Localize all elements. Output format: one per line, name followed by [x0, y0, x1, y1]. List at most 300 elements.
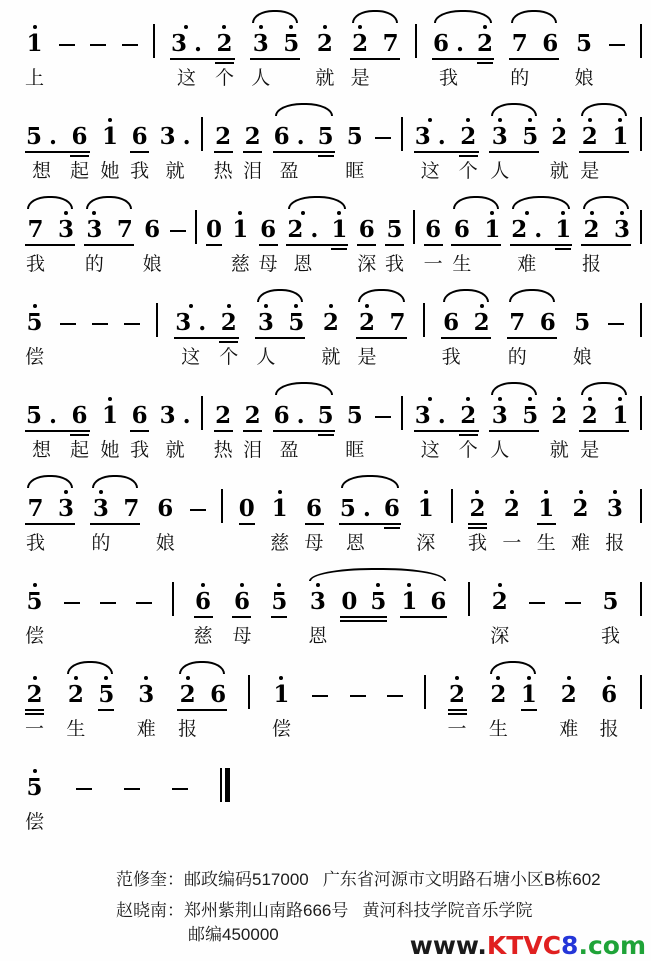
octave-dot — [74, 676, 78, 680]
note — [25, 580, 44, 649]
underline-zone — [274, 150, 305, 160]
underline-zone — [318, 429, 334, 439]
note — [555, 208, 571, 277]
octave-dot — [329, 304, 333, 308]
note — [251, 22, 270, 91]
lyric-char: 就 — [315, 68, 335, 89]
note — [614, 208, 630, 277]
bar-line — [640, 396, 642, 430]
lyric-char: 人 — [256, 347, 276, 368]
note — [215, 22, 234, 91]
note-digit: 2 — [490, 681, 507, 708]
underline — [331, 248, 347, 250]
note — [510, 22, 529, 91]
duration-dash — [124, 766, 140, 790]
note — [401, 580, 417, 649]
note — [430, 580, 446, 649]
underline-zone — [484, 243, 500, 253]
lyric-char: 生 — [536, 533, 556, 554]
underline-zone — [490, 150, 509, 160]
underline-zone — [605, 522, 624, 532]
lyric-char: 我 — [130, 161, 150, 182]
underline-zone — [215, 57, 234, 67]
note-digit: 1 — [612, 123, 629, 150]
duration-dash — [387, 673, 403, 697]
duration-dash — [350, 673, 366, 697]
note — [272, 673, 291, 742]
underline-zone — [231, 243, 250, 253]
underline-zone — [430, 615, 446, 625]
lyric-char — [548, 67, 553, 91]
underline-zone — [137, 708, 156, 718]
note — [231, 208, 250, 277]
note-group — [350, 22, 400, 91]
underline-zone — [25, 336, 44, 346]
underline-zone — [274, 429, 305, 439]
note — [490, 580, 509, 649]
duration-dash — [608, 301, 624, 325]
note-digit: 2 — [220, 309, 237, 336]
lyric-char: 母 — [304, 533, 324, 554]
octave-dot — [201, 583, 205, 587]
duration-dash — [92, 301, 108, 325]
augmentation-dot: . — [534, 216, 543, 243]
lyric-char: 慈 — [230, 254, 250, 275]
note-digit: 1 — [555, 216, 572, 243]
lyric-char — [347, 625, 352, 649]
barline — [172, 580, 174, 616]
lyric-char: 我 — [441, 347, 461, 368]
underline-zone — [25, 615, 44, 625]
underline-zone — [340, 522, 371, 532]
note-digit: 3 — [86, 216, 103, 243]
note — [340, 487, 371, 556]
note-digit: 5 — [522, 402, 539, 429]
note-digit: 6 — [233, 588, 250, 615]
lyric-char: 这 — [420, 161, 440, 182]
note — [210, 673, 226, 742]
note-group — [84, 208, 134, 277]
barline — [468, 580, 470, 616]
logo-segment: 8 — [561, 931, 579, 960]
octave-dot — [557, 397, 561, 401]
credit-line-1: 范修奎：邮政编码517000 广东省河源市文明路石塘小区B栋602 — [116, 870, 601, 889]
octave-dot — [528, 118, 532, 122]
note — [522, 394, 538, 463]
lyric-char: 眶 — [345, 440, 365, 461]
underline-zone — [433, 57, 464, 67]
note-group — [510, 208, 572, 277]
note — [70, 115, 89, 184]
note-digit: 3 . — [159, 402, 191, 429]
note — [550, 394, 569, 463]
note-digit: 6 — [443, 309, 460, 336]
augmentation-dot: . — [437, 123, 446, 150]
note-digit: 5 — [26, 588, 43, 615]
note — [600, 673, 619, 742]
note — [232, 580, 251, 649]
note-group — [25, 394, 90, 463]
underline-zone — [502, 522, 521, 532]
lyric-char — [244, 532, 249, 556]
augmentation-dot: . — [296, 123, 305, 150]
note-digit: 5 — [26, 309, 43, 336]
note — [508, 301, 527, 370]
dash-line — [190, 509, 206, 511]
lyric-char: 生 — [488, 719, 508, 740]
underline-zone — [489, 708, 508, 718]
underline-zone — [271, 615, 287, 625]
note-digit: 2 — [491, 588, 508, 615]
barline — [640, 580, 642, 616]
note-digit: 2 — [244, 402, 261, 429]
octave-dot — [264, 304, 268, 308]
underline-zone — [490, 615, 509, 625]
note — [511, 208, 542, 277]
lyric-char: 深 — [357, 254, 377, 275]
octave-dot — [466, 397, 470, 401]
note-digit: 2 — [449, 681, 466, 708]
lyric-char — [388, 67, 393, 91]
note-digit: 7 — [509, 309, 526, 336]
lyric-char: 盈 — [279, 161, 299, 182]
underline-zone — [468, 522, 487, 532]
underline-zone — [214, 150, 233, 160]
lyric-char: 一 — [502, 533, 522, 554]
underline-zone — [85, 243, 104, 253]
note-digit: 2 — [560, 681, 577, 708]
underline-zone — [214, 429, 233, 439]
underline-zone — [26, 429, 57, 439]
note — [25, 766, 44, 835]
bar-line — [451, 489, 453, 523]
lyric-char: 偿 — [25, 626, 45, 647]
octave-dot — [510, 490, 514, 494]
note-digit: 2 — [316, 30, 333, 57]
note-group — [400, 580, 447, 649]
dash-line — [59, 44, 75, 46]
lyric-char: 她 — [100, 161, 120, 182]
lyric-char: 上 — [25, 68, 45, 89]
note — [571, 487, 590, 556]
underline-zone — [614, 243, 630, 253]
duration-dash — [59, 22, 75, 46]
bar-line — [640, 582, 642, 616]
lyric-char: 恩 — [293, 254, 313, 275]
octave-dot — [607, 676, 611, 680]
music-line-6 — [25, 475, 642, 556]
lyric-char: 恩 — [345, 533, 365, 554]
duration-dash — [172, 766, 188, 790]
lyric-char: 的 — [510, 68, 530, 89]
underline — [215, 62, 234, 64]
lyric-char: 深 — [490, 626, 510, 647]
note — [58, 487, 74, 556]
note-group — [273, 115, 335, 184]
barline — [201, 115, 203, 151]
octave-dot — [277, 583, 281, 587]
note-group — [488, 673, 538, 742]
underline-zone — [287, 243, 318, 253]
note — [70, 394, 89, 463]
note — [58, 208, 74, 277]
note-digit: 1 — [401, 588, 418, 615]
note-digit: 3 — [309, 588, 326, 615]
credit-line-3: 邮编450000 — [188, 925, 279, 944]
underline-zone — [175, 336, 206, 346]
note-digit: 6 — [144, 216, 161, 243]
octave-dot — [561, 211, 565, 215]
underline-zone — [510, 57, 529, 67]
note-digit: 3 — [252, 30, 269, 57]
lyric-char: 个 — [214, 68, 234, 89]
note — [143, 208, 162, 277]
octave-dot — [480, 304, 484, 308]
octave-dot — [618, 397, 622, 401]
note-group — [414, 394, 479, 463]
octave-dot — [189, 304, 193, 308]
lyric-char: 难 — [559, 719, 579, 740]
note-digit: 1 — [232, 216, 249, 243]
note-digit: 2 — [322, 309, 339, 336]
underline-zone — [571, 522, 590, 532]
note-digit: 1 — [271, 495, 288, 522]
underline-zone — [357, 243, 376, 253]
barline — [423, 301, 425, 337]
lyric-char — [289, 67, 294, 91]
bar-line — [640, 675, 642, 709]
rest-note — [239, 487, 255, 556]
lyric-char — [323, 160, 328, 184]
note-digit: 6 . — [273, 402, 305, 429]
dash-line — [375, 137, 391, 139]
lyric-char: 个 — [458, 440, 478, 461]
underline-zone — [98, 708, 114, 718]
underline-zone — [91, 522, 110, 532]
lyric-char: 偿 — [25, 812, 45, 833]
note-group — [90, 487, 140, 556]
octave-dot — [613, 490, 617, 494]
note-digit: 2 — [460, 123, 477, 150]
note — [271, 580, 287, 649]
lyric-char — [528, 439, 533, 463]
underline — [70, 155, 89, 157]
note-group — [170, 22, 235, 91]
note — [474, 301, 490, 370]
underline-zone — [130, 429, 149, 439]
note — [270, 487, 289, 556]
lyric-char — [211, 253, 216, 277]
underline-zone — [416, 522, 435, 532]
lyric-char: 是 — [580, 440, 600, 461]
barline — [640, 301, 642, 337]
note-digit: 6 . — [273, 123, 305, 150]
lyric-char: 报 — [582, 254, 602, 275]
note-group — [579, 115, 629, 184]
note-digit: 1 — [538, 495, 555, 522]
barline — [424, 673, 426, 709]
note — [101, 115, 120, 184]
note — [175, 301, 206, 370]
underline-zone — [130, 150, 149, 160]
bar-line — [401, 396, 403, 430]
note — [318, 394, 334, 463]
bar-line — [468, 582, 470, 616]
barline — [640, 673, 642, 709]
underline-zone — [345, 429, 364, 439]
underline — [271, 616, 287, 618]
note-digit: 6 . — [433, 30, 465, 57]
underline — [239, 523, 255, 525]
logo-segment: .com — [578, 931, 646, 960]
underline — [521, 709, 537, 711]
underline — [385, 244, 404, 246]
note — [550, 115, 569, 184]
underline — [25, 713, 44, 715]
music-line-2 — [25, 103, 642, 184]
augmentation-dot: . — [310, 216, 319, 243]
octave-dot — [184, 25, 188, 29]
barline — [413, 208, 415, 244]
note — [580, 115, 599, 184]
note-group — [250, 22, 300, 91]
underline-zone — [305, 522, 324, 532]
lyric-char: 的 — [84, 254, 104, 275]
octave-dot — [278, 490, 282, 494]
note-digit: 5 . — [26, 402, 58, 429]
lyric-char: 一 — [447, 719, 467, 740]
octave-dot — [33, 583, 37, 587]
octave-dot — [588, 397, 592, 401]
note-digit: 1 — [612, 402, 629, 429]
dash-line — [124, 323, 140, 325]
note — [452, 208, 471, 277]
underline-zone — [580, 150, 599, 160]
note — [484, 208, 500, 277]
note-digit: 6 — [358, 216, 375, 243]
underline-zone — [582, 243, 601, 253]
underline-zone — [351, 57, 370, 67]
note-digit: 2 — [583, 216, 600, 243]
note-digit: 2 — [581, 123, 598, 150]
underline-zone — [66, 708, 85, 718]
octave-dot — [108, 397, 112, 401]
octave-dot — [490, 211, 494, 215]
lyric-char: 生 — [66, 719, 86, 740]
lyric-char — [337, 253, 342, 277]
underline-zone — [70, 150, 89, 160]
underline-zone — [25, 57, 44, 67]
lyric-char: 难 — [136, 719, 156, 740]
note-digit: 1 — [331, 216, 348, 243]
dash-line — [387, 695, 403, 697]
note-digit: 2 — [358, 309, 375, 336]
lyric-char: 我 — [600, 626, 620, 647]
note — [101, 394, 120, 463]
note — [283, 22, 299, 91]
lyric-char: 就 — [549, 440, 569, 461]
underline-zone — [331, 243, 347, 253]
note-digit: 2 . — [287, 216, 319, 243]
octave-dot — [475, 490, 479, 494]
note-digit: 3 — [92, 495, 109, 522]
barline — [401, 115, 403, 151]
note — [178, 673, 197, 742]
underline-zone — [448, 708, 467, 718]
augmentation-dot: . — [49, 123, 58, 150]
underline-zone — [559, 708, 578, 718]
barline — [640, 115, 642, 151]
note — [477, 22, 493, 91]
note-digit: 3 — [491, 402, 508, 429]
note-digit: 1 — [273, 681, 290, 708]
underline — [243, 151, 262, 153]
octave-dot — [33, 25, 37, 29]
octave-dot — [294, 304, 298, 308]
bar-line — [640, 117, 642, 151]
augmentation-dot: . — [296, 402, 305, 429]
note-digit: 6 — [71, 402, 88, 429]
note — [274, 394, 305, 463]
underline-zone — [272, 708, 291, 718]
bar-line — [195, 210, 197, 244]
lyric-char: 我 — [130, 440, 150, 461]
note — [194, 580, 213, 649]
lyric-char — [479, 346, 484, 370]
lyric-char: 我 — [467, 533, 487, 554]
dash-line — [565, 602, 581, 604]
bar-line — [640, 489, 642, 523]
note-digit: 1 — [417, 495, 434, 522]
note-group — [507, 301, 557, 370]
note-digit: 5 — [98, 681, 115, 708]
underline — [424, 244, 443, 246]
note — [459, 115, 478, 184]
underline-zone — [459, 150, 478, 160]
underline-zone — [452, 243, 471, 253]
lyric-char: 个 — [219, 347, 239, 368]
note — [98, 673, 114, 742]
lyric-char — [528, 160, 533, 184]
lyric-char: 热 — [213, 161, 233, 182]
note — [442, 301, 461, 370]
note-group — [25, 115, 90, 184]
lyric-char — [618, 439, 623, 463]
lyric-char: 慈 — [270, 533, 290, 554]
duration-dash — [136, 580, 152, 604]
note — [415, 394, 446, 463]
underline — [194, 616, 213, 618]
note-digit: 2 — [469, 495, 486, 522]
underline-zone — [550, 429, 569, 439]
duration-dash — [565, 580, 581, 604]
underline — [214, 430, 233, 432]
note — [522, 115, 538, 184]
underline-zone — [511, 243, 542, 253]
lyric-char: 生 — [452, 254, 472, 275]
octave-dot — [428, 397, 432, 401]
lyric-char: 这 — [420, 440, 440, 461]
augmentation-dot: . — [49, 402, 58, 429]
dash-line — [60, 323, 76, 325]
duration-dash — [100, 580, 116, 604]
note — [321, 301, 340, 370]
underline-zone — [256, 336, 275, 346]
note-digit: 2 — [26, 681, 43, 708]
bar-line — [201, 396, 203, 430]
underline-zone — [522, 150, 538, 160]
note-digit: 6 — [210, 681, 227, 708]
